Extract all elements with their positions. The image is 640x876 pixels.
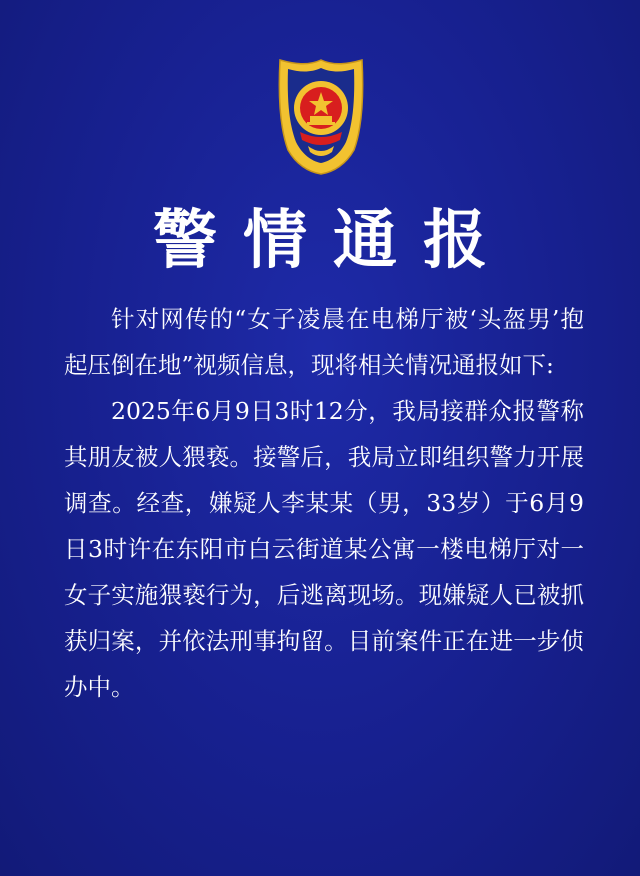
notice-body [64,296,584,710]
police-emblem-icon [276,58,366,176]
notice-paragraph: 2025年6月9日3时12分，我局接群众报警称其朋友被人猥亵。接警后，我局立即组织警力开展调查。经查，嫌疑人李某某（男，33岁）于6月9日3时许在东阳市白云街道某公寓一楼电梯厅对一女子实施猥亵行为，后逃离现场。现嫌疑人已被抓获归案，并依法刑事拘留。目前案件正在进一步侦办中。 [64,397,584,701]
notice-title: 警情通报 [153,204,513,278]
notice-paragraph: 针对网传的“女子凌晨在电梯厅被‘头盔男’抱起压倒在地”视频信息，现将相关情况通报如下: [64,305,584,379]
